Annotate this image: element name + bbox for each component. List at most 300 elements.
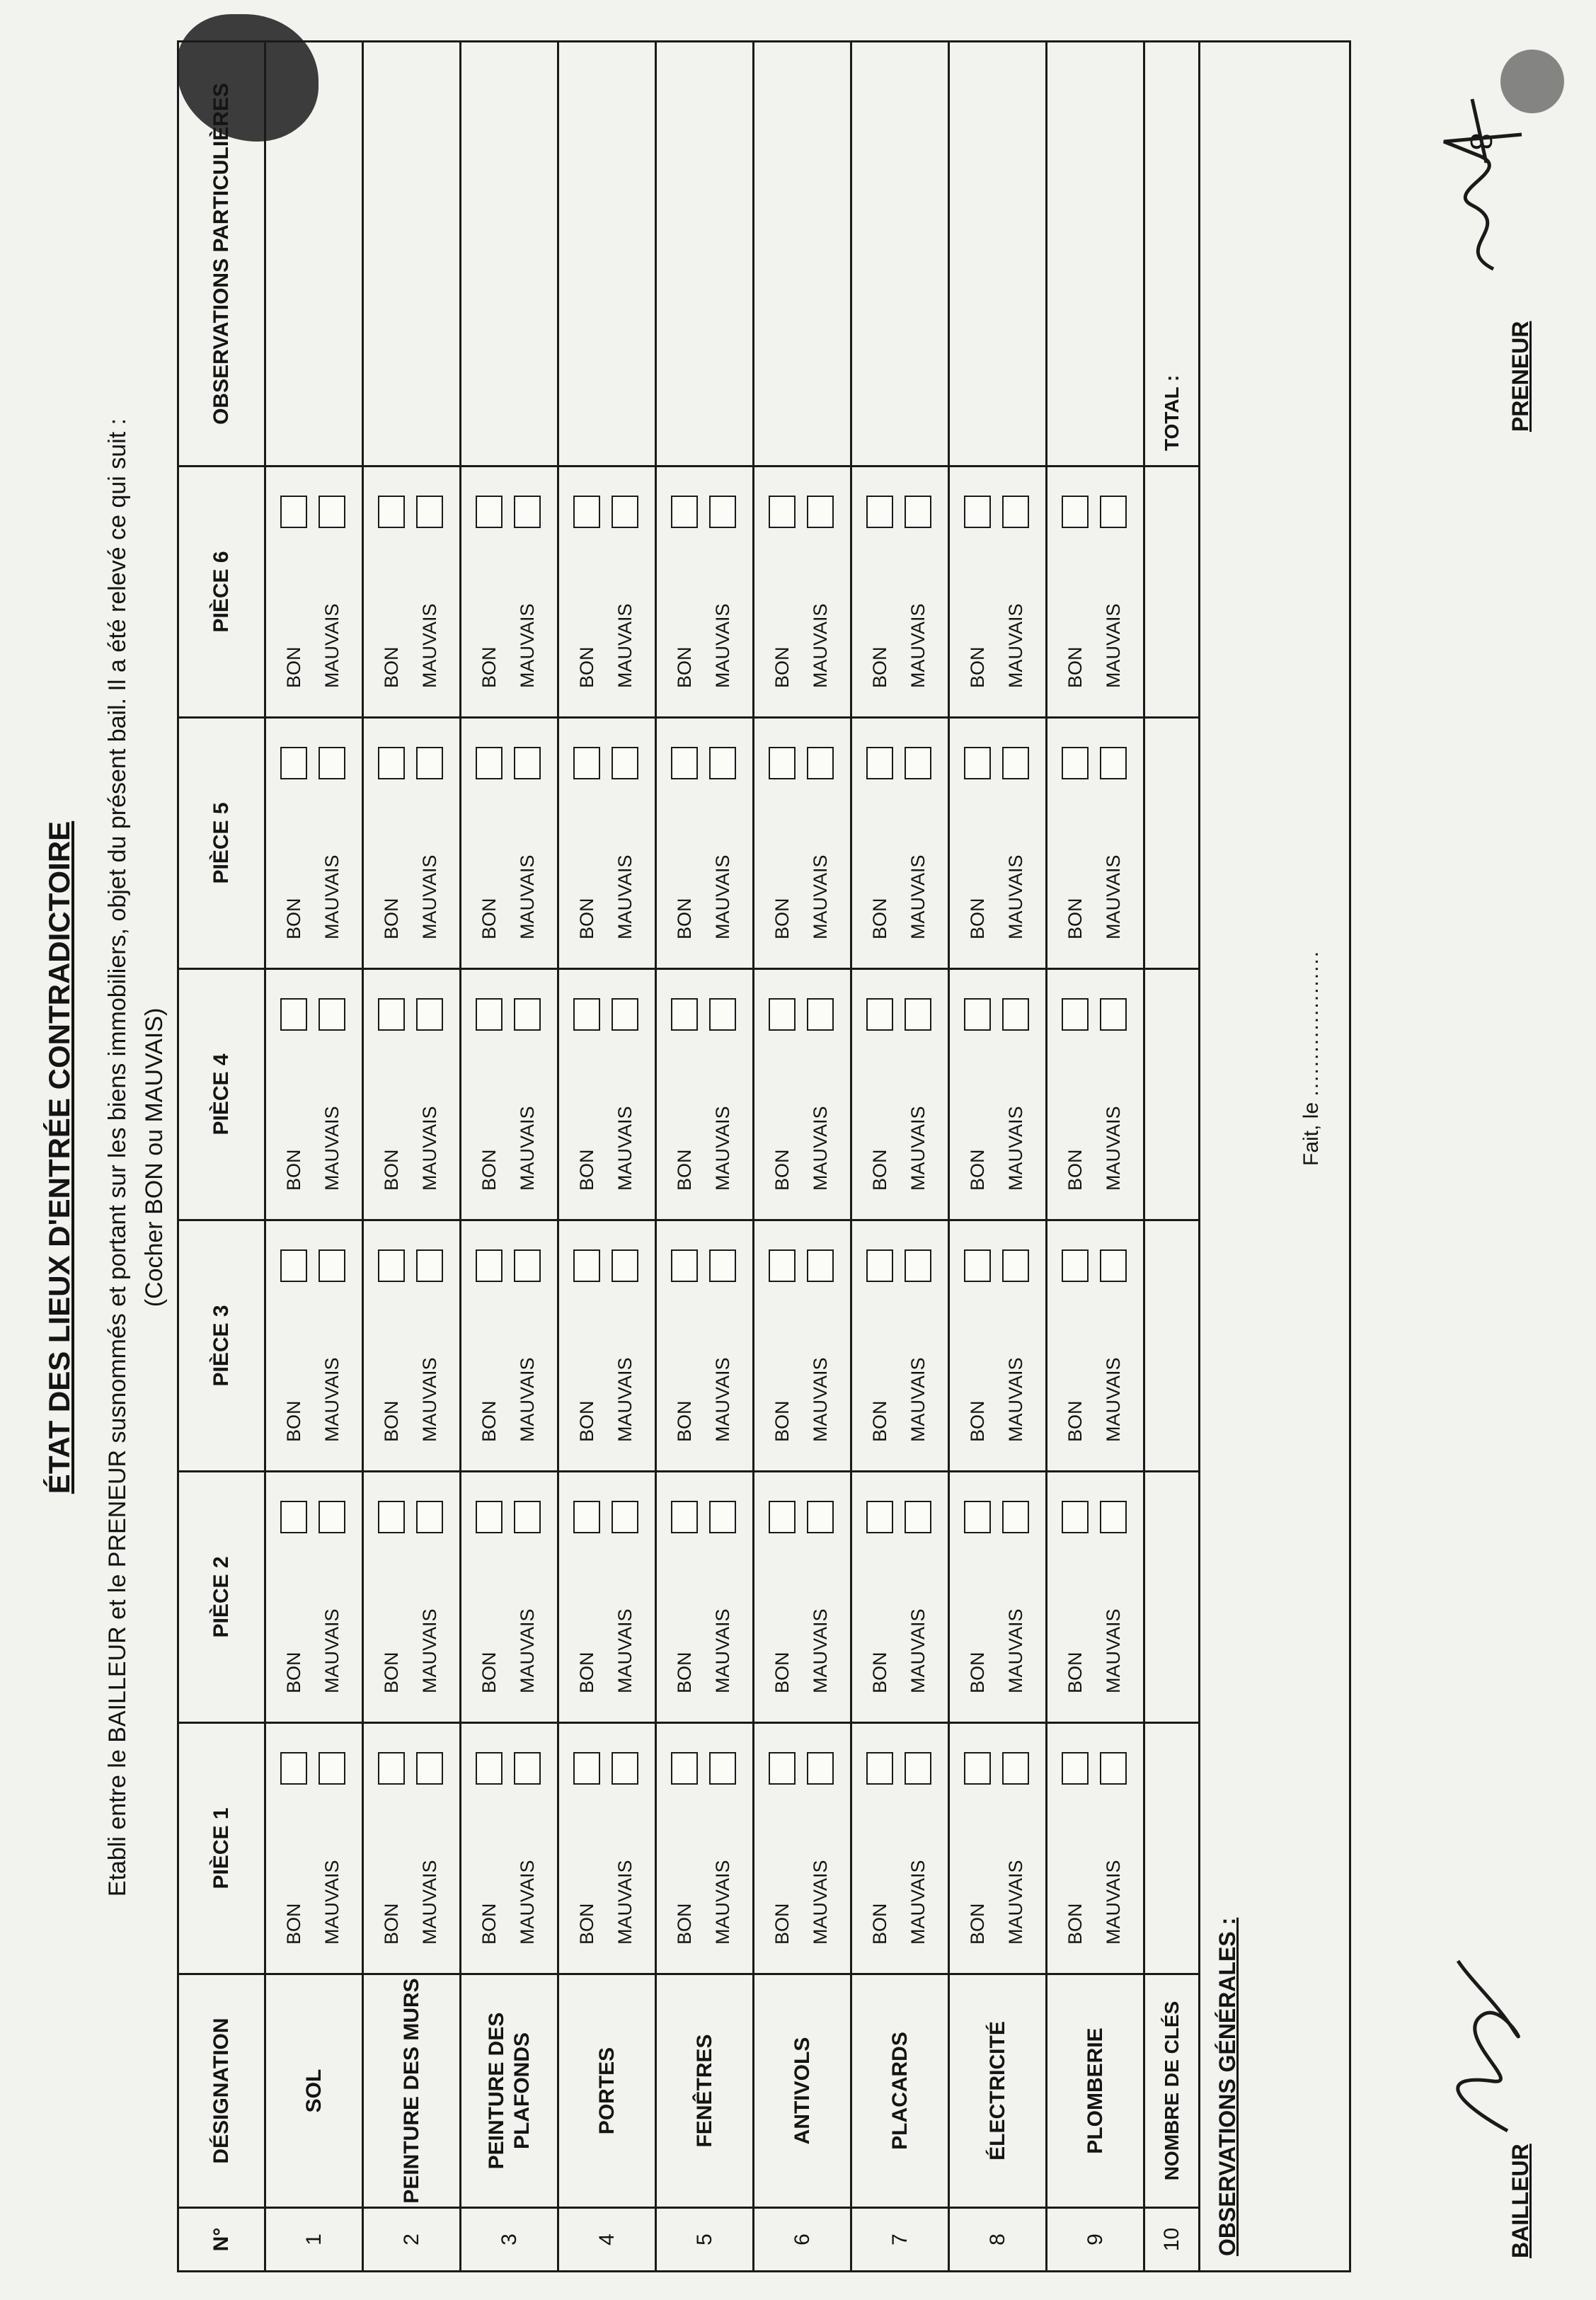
bon-checkbox[interactable]	[769, 496, 796, 528]
row-designation: ANTIVOLS	[754, 1974, 851, 2208]
condition-cell	[265, 718, 363, 969]
mauvais-checkbox[interactable]	[807, 998, 834, 1031]
mauvais-checkbox[interactable]	[709, 747, 736, 779]
condition-cell	[851, 969, 949, 1220]
keys-num: 10	[1144, 2208, 1200, 2272]
table-row	[461, 42, 558, 2272]
bon-checkbox[interactable]	[280, 998, 307, 1031]
mauvais-label: MAUVAIS	[712, 854, 733, 939]
header-num: N°	[178, 2208, 265, 2272]
table-row	[851, 42, 949, 2272]
bon-label: BON	[869, 898, 890, 939]
condition-cell	[558, 718, 656, 969]
mauvais-checkbox[interactable]	[709, 1249, 736, 1282]
bon-checkbox[interactable]	[866, 747, 893, 779]
table-body	[265, 42, 1350, 2272]
mauvais-checkbox[interactable]	[318, 496, 345, 528]
condition-cell	[851, 467, 949, 718]
bon-label: BON	[771, 1903, 793, 1945]
mauvais-checkbox[interactable]	[416, 1752, 443, 1785]
bon-label: BON	[967, 1903, 988, 1945]
mauvais-checkbox[interactable]	[905, 747, 931, 779]
condition-cell	[363, 1723, 461, 1974]
bon-checkbox[interactable]	[866, 1752, 893, 1785]
bon-label: BON	[967, 646, 988, 688]
row-observations[interactable]	[461, 42, 558, 467]
bon-label: BON	[1064, 898, 1086, 939]
bon-label: BON	[478, 1652, 500, 1693]
bon-checkbox[interactable]	[769, 1501, 796, 1533]
bon-checkbox[interactable]	[866, 496, 893, 528]
mauvais-label: MAUVAIS	[1005, 1106, 1026, 1191]
mauvais-checkbox[interactable]	[905, 998, 931, 1031]
row-num: 8	[949, 2208, 1047, 2272]
bon-checkbox[interactable]	[671, 496, 698, 528]
condition-cell	[558, 467, 656, 718]
row-num: 2	[363, 2208, 461, 2272]
bon-checkbox[interactable]	[1062, 1249, 1089, 1282]
bon-label: BON	[283, 1903, 304, 1945]
bon-checkbox[interactable]	[476, 1501, 503, 1533]
mauvais-checkbox[interactable]	[709, 1501, 736, 1533]
bon-checkbox[interactable]	[964, 1752, 991, 1785]
condition-cell	[265, 1220, 363, 1472]
keys-piece-5[interactable]	[1144, 718, 1200, 969]
mauvais-label: MAUVAIS	[1103, 1357, 1124, 1442]
bon-label: BON	[283, 898, 304, 939]
condition-cell	[851, 1220, 949, 1472]
mauvais-checkbox[interactable]	[514, 747, 541, 779]
table-header-row	[178, 42, 265, 2272]
row-observations[interactable]	[949, 42, 1047, 467]
condition-cell	[949, 467, 1047, 718]
mauvais-label: MAUVAIS	[614, 1357, 636, 1442]
bon-checkbox[interactable]	[378, 747, 405, 779]
mauvais-label: MAUVAIS	[321, 1357, 343, 1442]
bon-checkbox[interactable]	[671, 998, 698, 1031]
condition-cell	[1047, 1472, 1144, 1723]
condition-cell	[558, 1472, 656, 1723]
bon-checkbox[interactable]	[476, 747, 503, 779]
mauvais-label: MAUVAIS	[419, 1860, 440, 1945]
bon-checkbox[interactable]	[769, 747, 796, 779]
keys-row	[1144, 42, 1200, 2272]
bon-checkbox[interactable]	[769, 1752, 796, 1785]
mauvais-checkbox[interactable]	[318, 998, 345, 1031]
condition-cell	[1047, 718, 1144, 969]
bon-checkbox[interactable]	[671, 1249, 698, 1282]
row-designation: PLACARDS	[851, 1974, 949, 2208]
header-observations: OBSERVATIONS PARTICULIÈRES	[178, 42, 265, 467]
condition-cell	[265, 969, 363, 1220]
mauvais-checkbox[interactable]	[318, 1249, 345, 1282]
bon-label: BON	[674, 898, 695, 939]
row-num: 6	[754, 2208, 851, 2272]
general-observations-row	[1200, 42, 1350, 2272]
keys-piece-3[interactable]	[1144, 1220, 1200, 1472]
mauvais-checkbox[interactable]	[709, 998, 736, 1031]
condition-cell	[363, 1220, 461, 1472]
table-row	[656, 42, 754, 2272]
bailleur-signature	[1430, 1954, 1536, 2138]
bon-label: BON	[967, 1652, 988, 1693]
mauvais-checkbox[interactable]	[318, 1501, 345, 1533]
row-observations[interactable]	[363, 42, 461, 467]
header-designation: DÉSIGNATION	[178, 1974, 265, 2208]
condition-cell	[754, 1220, 851, 1472]
bon-label: BON	[967, 1149, 988, 1191]
bon-checkbox[interactable]	[964, 1501, 991, 1533]
mauvais-label: MAUVAIS	[321, 1106, 343, 1191]
mauvais-label: MAUVAIS	[1103, 603, 1124, 688]
table-row	[265, 42, 363, 2272]
header-piece-3: PIÈCE 3	[178, 1220, 265, 1472]
bon-label: BON	[1064, 1903, 1086, 1945]
mauvais-checkbox[interactable]	[318, 747, 345, 779]
condition-cell	[461, 467, 558, 718]
mauvais-label: MAUVAIS	[712, 1860, 733, 1945]
condition-cell	[1047, 1220, 1144, 1472]
header-piece-6: PIÈCE 6	[178, 467, 265, 718]
condition-cell	[851, 1723, 949, 1974]
mauvais-checkbox[interactable]	[416, 747, 443, 779]
bon-checkbox[interactable]	[964, 998, 991, 1031]
bon-label: BON	[478, 646, 500, 688]
mauvais-checkbox[interactable]	[709, 1752, 736, 1785]
mauvais-label: MAUVAIS	[1005, 1357, 1026, 1442]
mauvais-checkbox[interactable]	[1002, 747, 1029, 779]
mauvais-checkbox[interactable]	[612, 1752, 638, 1785]
row-designation: PORTES	[558, 1974, 656, 2208]
document-title: ÉTAT DES LIEUX D'ENTRÉE CONTRADICTOIRE	[42, 820, 76, 1494]
condition-cell	[754, 467, 851, 718]
row-num: 9	[1047, 2208, 1144, 2272]
bon-label: BON	[771, 898, 793, 939]
condition-cell	[461, 969, 558, 1220]
mauvais-checkbox[interactable]	[807, 496, 834, 528]
mauvais-label: MAUVAIS	[614, 1608, 636, 1693]
mauvais-label: MAUVAIS	[907, 603, 929, 688]
mauvais-label: MAUVAIS	[1103, 1860, 1124, 1945]
bon-label: BON	[771, 1400, 793, 1442]
mauvais-label: MAUVAIS	[517, 1608, 538, 1693]
bon-checkbox[interactable]	[476, 496, 503, 528]
mauvais-checkbox[interactable]	[709, 496, 736, 528]
bon-checkbox[interactable]	[671, 1752, 698, 1785]
bon-checkbox[interactable]	[866, 998, 893, 1031]
condition-cell	[265, 1723, 363, 1974]
mauvais-label: MAUVAIS	[712, 603, 733, 688]
keys-piece-6[interactable]	[1144, 467, 1200, 718]
condition-cell	[754, 1723, 851, 1974]
condition-cell	[754, 1472, 851, 1723]
document-intro	[99, 42, 173, 2272]
row-num: 4	[558, 2208, 656, 2272]
condition-cell	[265, 467, 363, 718]
keys-piece-4[interactable]	[1144, 969, 1200, 1220]
condition-cell	[656, 969, 754, 1220]
mauvais-checkbox[interactable]	[416, 1501, 443, 1533]
fait-le	[1299, 950, 1324, 1166]
mauvais-label: MAUVAIS	[1005, 854, 1026, 939]
bon-checkbox[interactable]	[573, 998, 600, 1031]
bon-label: BON	[283, 1400, 304, 1442]
mauvais-checkbox[interactable]	[1002, 1752, 1029, 1785]
form-sheet	[42, 42, 1557, 2272]
condition-cell	[656, 1723, 754, 1974]
row-observations[interactable]	[265, 42, 363, 467]
bon-checkbox[interactable]	[378, 998, 405, 1031]
row-designation: PEINTURE DES MURS	[363, 1974, 461, 2208]
bon-label: BON	[283, 1652, 304, 1693]
mauvais-checkbox[interactable]	[905, 496, 931, 528]
bon-checkbox[interactable]	[280, 1501, 307, 1533]
mauvais-checkbox[interactable]	[514, 998, 541, 1031]
bon-label: BON	[381, 1903, 402, 1945]
general-observations-cell[interactable]	[1200, 42, 1350, 2272]
mauvais-checkbox[interactable]	[612, 998, 638, 1031]
bon-label: BON	[576, 646, 597, 688]
mauvais-label: MAUVAIS	[517, 1860, 538, 1945]
condition-cell	[363, 718, 461, 969]
row-designation: PEINTURE DES PLAFONDS	[461, 1974, 558, 2208]
mauvais-checkbox[interactable]	[1100, 1249, 1127, 1282]
condition-cell	[851, 718, 949, 969]
keys-piece-2[interactable]	[1144, 1472, 1200, 1723]
condition-cell	[363, 467, 461, 718]
mauvais-checkbox[interactable]	[514, 1249, 541, 1282]
mauvais-label: MAUVAIS	[419, 854, 440, 939]
intro-line: Etabli entre le BAILLEUR et le PRENEUR susnommés et portant sur les biens immobiliers, objet du présent bail. Il a été relevé ce qui suit :	[104, 418, 131, 1897]
page-number: 8	[1464, 132, 1499, 151]
table-row	[754, 42, 851, 2272]
bon-label: BON	[381, 1400, 402, 1442]
bon-label: BON	[674, 1903, 695, 1945]
row-num: 5	[656, 2208, 754, 2272]
mauvais-checkbox[interactable]	[612, 1249, 638, 1282]
mauvais-label: MAUVAIS	[1005, 1608, 1026, 1693]
bon-label: BON	[967, 1400, 988, 1442]
mauvais-checkbox[interactable]	[905, 1501, 931, 1533]
mauvais-label: MAUVAIS	[810, 603, 831, 688]
mauvais-checkbox[interactable]	[807, 747, 834, 779]
condition-cell	[363, 1472, 461, 1723]
mauvais-label: MAUVAIS	[517, 603, 538, 688]
bon-checkbox[interactable]	[378, 1752, 405, 1785]
bon-checkbox[interactable]	[573, 1249, 600, 1282]
bon-label: BON	[283, 646, 304, 688]
mauvais-label: MAUVAIS	[517, 1106, 538, 1191]
bon-checkbox[interactable]	[280, 1752, 307, 1785]
mauvais-checkbox[interactable]	[1100, 1752, 1127, 1785]
bon-label: BON	[1064, 1652, 1086, 1693]
row-observations[interactable]	[656, 42, 754, 467]
condition-cell	[558, 969, 656, 1220]
mauvais-label: MAUVAIS	[1103, 1106, 1124, 1191]
mauvais-checkbox[interactable]	[807, 1501, 834, 1533]
bon-label: BON	[771, 1652, 793, 1693]
mauvais-checkbox[interactable]	[807, 1249, 834, 1282]
bon-checkbox[interactable]	[280, 496, 307, 528]
bon-label: BON	[576, 898, 597, 939]
mauvais-label: MAUVAIS	[419, 1106, 440, 1191]
mauvais-checkbox[interactable]	[318, 1752, 345, 1785]
fait-le-dots: ....................	[1299, 949, 1323, 1097]
condition-cell	[461, 718, 558, 969]
bon-label: BON	[869, 1652, 890, 1693]
mauvais-checkbox[interactable]	[416, 496, 443, 528]
condition-cell	[851, 1472, 949, 1723]
preneur-label: PRENEUR	[1508, 321, 1533, 432]
mauvais-checkbox[interactable]	[612, 1501, 638, 1533]
bon-label: BON	[381, 646, 402, 688]
mauvais-label: MAUVAIS	[907, 1608, 929, 1693]
mauvais-checkbox[interactable]	[1100, 998, 1127, 1031]
bon-label: BON	[478, 1903, 500, 1945]
mauvais-checkbox[interactable]	[1100, 1501, 1127, 1533]
bon-checkbox[interactable]	[964, 1249, 991, 1282]
mauvais-checkbox[interactable]	[807, 1752, 834, 1785]
mauvais-checkbox[interactable]	[905, 1249, 931, 1282]
mauvais-checkbox[interactable]	[1002, 1501, 1029, 1533]
mauvais-label: MAUVAIS	[517, 1357, 538, 1442]
mauvais-label: MAUVAIS	[810, 1106, 831, 1191]
mauvais-checkbox[interactable]	[514, 1501, 541, 1533]
keys-piece-1[interactable]	[1144, 1723, 1200, 1974]
bon-checkbox[interactable]	[769, 998, 796, 1031]
bon-checkbox[interactable]	[866, 1501, 893, 1533]
bon-label: BON	[381, 898, 402, 939]
mauvais-label: MAUVAIS	[907, 854, 929, 939]
condition-cell	[754, 718, 851, 969]
header-piece-2: PIÈCE 2	[178, 1472, 265, 1723]
condition-cell	[949, 1723, 1047, 1974]
bon-label: BON	[478, 1149, 500, 1191]
bon-label: BON	[381, 1149, 402, 1191]
row-num: 3	[461, 2208, 558, 2272]
mauvais-label: MAUVAIS	[614, 603, 636, 688]
condition-cell	[461, 1723, 558, 1974]
mauvais-checkbox[interactable]	[1100, 496, 1127, 528]
preneur-signature	[1430, 92, 1536, 276]
bon-checkbox[interactable]	[866, 1249, 893, 1282]
header-piece-4: PIÈCE 4	[178, 969, 265, 1220]
mauvais-checkbox[interactable]	[612, 496, 638, 528]
mauvais-checkbox[interactable]	[416, 1249, 443, 1282]
condition-cell	[656, 1220, 754, 1472]
bon-label: BON	[674, 1149, 695, 1191]
bon-checkbox[interactable]	[964, 747, 991, 779]
condition-cell	[754, 969, 851, 1220]
bon-checkbox[interactable]	[476, 998, 503, 1031]
general-observations-label: OBSERVATIONS GÉNÉRALES :	[1215, 1917, 1240, 2256]
row-designation: SOL	[265, 1974, 363, 2208]
row-observations[interactable]	[558, 42, 656, 467]
mauvais-checkbox[interactable]	[612, 747, 638, 779]
bon-checkbox[interactable]	[1062, 496, 1089, 528]
condition-cell	[363, 969, 461, 1220]
bon-checkbox[interactable]	[378, 496, 405, 528]
mauvais-label: MAUVAIS	[321, 1860, 343, 1945]
mauvais-checkbox[interactable]	[1002, 496, 1029, 528]
row-designation: ÉLECTRICITÉ	[949, 1974, 1047, 2208]
bon-label: BON	[576, 1903, 597, 1945]
mauvais-label: MAUVAIS	[321, 854, 343, 939]
keys-label: NOMBRE DE CLÉS	[1144, 1974, 1200, 2208]
bon-checkbox[interactable]	[573, 1501, 600, 1533]
condition-cell	[656, 467, 754, 718]
bon-checkbox[interactable]	[280, 1249, 307, 1282]
bon-checkbox[interactable]	[378, 1501, 405, 1533]
bon-checkbox[interactable]	[573, 496, 600, 528]
bon-label: BON	[771, 646, 793, 688]
bon-checkbox[interactable]	[476, 1752, 503, 1785]
mauvais-label: MAUVAIS	[810, 1608, 831, 1693]
bon-label: BON	[576, 1149, 597, 1191]
mauvais-label: MAUVAIS	[321, 603, 343, 688]
condition-cell	[1047, 1723, 1144, 1974]
mauvais-checkbox[interactable]	[905, 1752, 931, 1785]
mauvais-label: MAUVAIS	[1005, 603, 1026, 688]
condition-cell	[1047, 467, 1144, 718]
bon-checkbox[interactable]	[280, 747, 307, 779]
bon-checkbox[interactable]	[1062, 998, 1089, 1031]
bon-checkbox[interactable]	[671, 1501, 698, 1533]
bon-checkbox[interactable]	[476, 1249, 503, 1282]
mauvais-label: MAUVAIS	[712, 1357, 733, 1442]
bon-label: BON	[1064, 1400, 1086, 1442]
bon-checkbox[interactable]	[1062, 1752, 1089, 1785]
bon-label: BON	[674, 1652, 695, 1693]
mauvais-label: MAUVAIS	[810, 1357, 831, 1442]
bon-label: BON	[771, 1149, 793, 1191]
row-num: 7	[851, 2208, 949, 2272]
mauvais-checkbox[interactable]	[1100, 747, 1127, 779]
bon-checkbox[interactable]	[769, 1249, 796, 1282]
mauvais-label: MAUVAIS	[614, 854, 636, 939]
bon-checkbox[interactable]	[378, 1249, 405, 1282]
row-observations[interactable]	[851, 42, 949, 467]
mauvais-checkbox[interactable]	[416, 998, 443, 1031]
condition-cell	[558, 1723, 656, 1974]
bon-checkbox[interactable]	[671, 747, 698, 779]
mauvais-checkbox[interactable]	[1002, 998, 1029, 1031]
table-row	[949, 42, 1047, 2272]
fait-le-label: Fait, le	[1299, 1102, 1323, 1166]
bon-checkbox[interactable]	[573, 747, 600, 779]
condition-cell	[949, 718, 1047, 969]
mauvais-label: MAUVAIS	[907, 1357, 929, 1442]
row-observations[interactable]	[754, 42, 851, 467]
mauvais-checkbox[interactable]	[514, 1752, 541, 1785]
row-observations[interactable]	[1047, 42, 1144, 467]
table-row	[363, 42, 461, 2272]
bon-checkbox[interactable]	[573, 1752, 600, 1785]
mauvais-label: MAUVAIS	[1103, 1608, 1124, 1693]
condition-cell	[1047, 969, 1144, 1220]
mauvais-checkbox[interactable]	[514, 496, 541, 528]
mauvais-checkbox[interactable]	[1002, 1249, 1029, 1282]
bon-checkbox[interactable]	[1062, 747, 1089, 779]
mauvais-label: MAUVAIS	[419, 1608, 440, 1693]
mauvais-label: MAUVAIS	[419, 603, 440, 688]
bon-label: BON	[1064, 1149, 1086, 1191]
bon-checkbox[interactable]	[964, 496, 991, 528]
bon-checkbox[interactable]	[1062, 1501, 1089, 1533]
row-num: 1	[265, 2208, 363, 2272]
table-row	[1047, 42, 1144, 2272]
mauvais-label: MAUVAIS	[419, 1357, 440, 1442]
